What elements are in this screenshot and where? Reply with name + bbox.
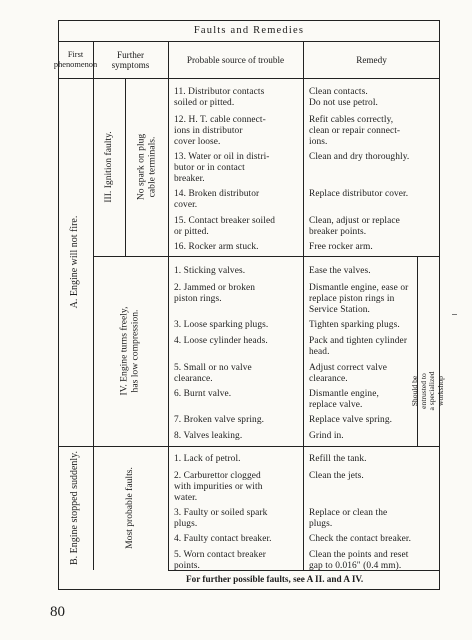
- row-source: 5. Small or no valve clearance.: [174, 363, 252, 384]
- row-remedy: Free rocker arm.: [309, 242, 373, 252]
- row-remedy: Ease the valves.: [309, 266, 371, 276]
- group-iii-inner-rule: [125, 78, 126, 256]
- row-remedy: Clean the jets.: [309, 471, 364, 481]
- row-source: 13. Water or oil in distri- butor or in contact breaker.: [174, 152, 270, 184]
- section-a-b-rule: [58, 446, 440, 447]
- row-source: 3. Faulty or soiled spark plugs.: [174, 508, 268, 529]
- page-number: 80: [50, 604, 65, 620]
- group-iv-note-rule: [417, 256, 418, 446]
- row-source: 14. Broken distributor cover.: [174, 189, 260, 210]
- row-source: 11. Distributor contacts soiled or pitted.: [174, 87, 265, 108]
- row-remedy: Replace or clean the plugs.: [309, 508, 388, 529]
- row-remedy: Check the contact breaker.: [309, 534, 412, 544]
- row-remedy: Refill the tank.: [309, 454, 367, 464]
- row-source: 15. Contact breaker soiled or pitted.: [174, 216, 276, 237]
- group-iii-iv-rule: [93, 256, 440, 257]
- section-b-label: B. Engine stopped suddenly.: [68, 450, 80, 566]
- row-source: 1. Sticking valves.: [174, 266, 246, 276]
- row-source: 12. H. T. cable connect- ions in distributor cover loose.: [174, 115, 266, 147]
- row-remedy: Pack and tighten cylinder head.: [309, 336, 408, 357]
- row-source: 2. Carburettor clogged with impurities or with water.: [174, 471, 263, 503]
- row-remedy: Clean, adjust or replace breaker points.: [309, 216, 400, 237]
- row-source: 4. Loose cylinder heads.: [174, 336, 268, 346]
- row-source: 5. Worn contact breaker points.: [174, 550, 266, 571]
- row-remedy: Dismantle engine, ease or replace piston rings in Service Station.: [309, 283, 409, 315]
- header-bottom-rule: [58, 78, 440, 79]
- table-title: Faults and Remedies: [58, 20, 440, 42]
- col-rule-3: [303, 42, 304, 570]
- margin-mark: [452, 314, 457, 315]
- header-remedy: Remedy: [356, 55, 387, 65]
- row-remedy: Adjust correct valve clearance.: [309, 363, 388, 384]
- group-iv-note: Should be entrusted to a specialized workshop: [409, 371, 445, 411]
- row-source: 8. Valves leaking.: [174, 431, 243, 441]
- header-first-phenomenon: First phenomenon: [53, 50, 98, 69]
- row-remedy: Refit cables correctly, clean or repair connect- ions.: [309, 115, 401, 147]
- row-remedy: Clean the points and reset gap to 0.016" (0.4 mm).: [309, 550, 409, 571]
- row-source: 7. Broken valve spring.: [174, 415, 265, 425]
- group-iv-label: IV. Engine turns freely, has low compression.: [118, 306, 140, 396]
- group-b-label: Most probable faults.: [123, 467, 135, 549]
- group-iii-label: III. Ignition faulty.: [102, 131, 114, 203]
- row-source: 4. Faulty contact breaker.: [174, 534, 272, 544]
- row-source: 1. Lack of petrol.: [174, 454, 241, 464]
- row-remedy: Clean and dry thoroughly.: [309, 152, 410, 162]
- row-remedy: Replace valve spring.: [309, 415, 393, 425]
- row-source: 6. Burnt valve.: [174, 389, 232, 399]
- row-remedy: Dismantle engine, replace valve.: [309, 389, 379, 410]
- row-remedy: Grind in.: [309, 431, 344, 441]
- section-a-label: A. Engine will not fire.: [68, 215, 80, 309]
- row-remedy: Replace distributor cover.: [309, 189, 409, 199]
- row-source: 16. Rocker arm stuck.: [174, 242, 259, 252]
- col-rule-1: [93, 42, 94, 570]
- header-probable-source: Probable source of trouble: [186, 55, 285, 65]
- row-source: 3. Loose sparking plugs.: [174, 320, 269, 330]
- row-source: 2. Jammed or broken piston rings.: [174, 283, 256, 304]
- col-rule-2: [168, 42, 169, 570]
- row-remedy: Clean contacts. Do not use petrol.: [309, 87, 378, 108]
- group-iii-sublabel: No spark on plug cable terminals.: [135, 133, 157, 201]
- table-footnote: For further possible faults, see A II. and A IV.: [186, 574, 364, 584]
- header-further-symptoms: Further symptoms: [111, 50, 150, 70]
- row-remedy: Tighten sparking plugs.: [309, 320, 400, 330]
